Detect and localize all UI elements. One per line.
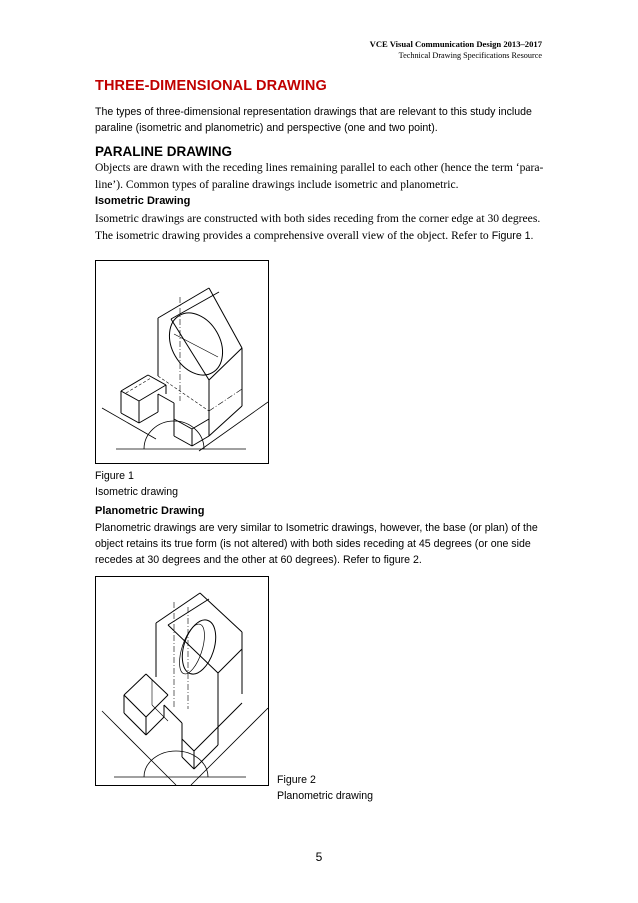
header-resource-title: Technical Drawing Specifications Resource	[398, 51, 542, 60]
figure-1-label: Figure 1	[95, 470, 134, 482]
figure-1-title: Isometric drawing	[95, 486, 179, 498]
figure-2-title: Planometric drawing	[277, 790, 373, 802]
isometric-heading: Isometric Drawing	[95, 195, 191, 207]
figure-1-frame	[95, 260, 269, 464]
section-title: THREE-DIMENSIONAL DRAWING	[95, 78, 327, 94]
figure-2-label: Figure 2	[277, 774, 316, 786]
planometric-paragraph: Planometric drawings are very similar to Isometric drawings, however, the base (or plan) of the object retains its true form (is not altered) with both sides receding at 45 degrees (or one side recedes at 30 degrees and the other at 60 degrees). Refer to figure 2.	[95, 522, 538, 566]
intro-paragraph: The types of three-dimensional representation drawings that are relevant to this study include paraline (isometric and planometric) and perspective (one and two point).	[95, 106, 532, 134]
figure-2-caption	[277, 772, 373, 804]
paraline-heading: PARALINE DRAWING	[95, 144, 232, 159]
isometric-paragraph-reference: Figure 1.	[491, 230, 534, 242]
figure-1-caption	[95, 468, 178, 500]
header-course-title: VCE Visual Communication Design 2013–2017	[369, 39, 542, 49]
page-number: 5	[315, 850, 323, 864]
figure-2-frame	[95, 576, 269, 786]
isometric-paragraph	[95, 210, 550, 244]
figure-2-planometric-drawing	[96, 577, 268, 785]
planometric-heading: Planometric Drawing	[95, 505, 205, 517]
figure-1-isometric-drawing	[96, 261, 268, 463]
paraline-paragraph: Objects are drawn with the receding lines remaining parallel to each other (hence the term ‘para-line’). Common types of paraline drawings include isometric and planometric.	[95, 161, 544, 191]
page-header	[370, 38, 542, 62]
isometric-paragraph-text: Isometric drawings are constructed with both sides receding from the corner edge at 30 degrees. The isometric drawing provides a comprehensive overall view of the object. Refer to	[95, 212, 541, 242]
